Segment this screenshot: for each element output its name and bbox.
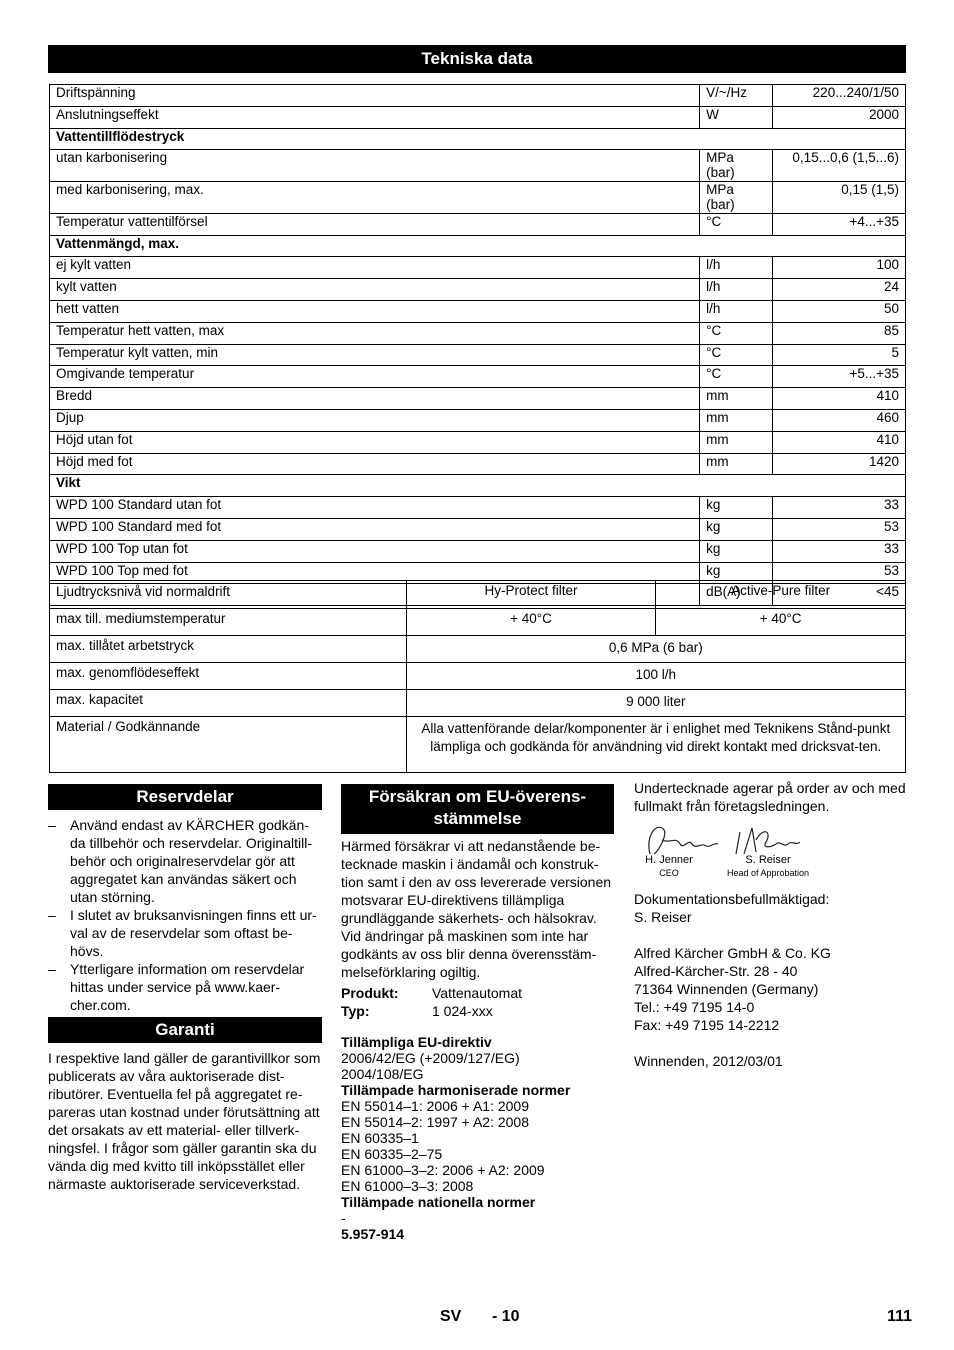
spec-value: 5: [773, 344, 906, 366]
table-header-row: [50, 581, 906, 609]
section-label: Vattenmängd, max.: [50, 235, 906, 257]
table-section-header: [50, 235, 906, 257]
spec-unit: MPa (bar): [700, 182, 773, 214]
spec-unit: kg: [700, 518, 773, 540]
table-section-header: [50, 128, 906, 150]
spec-label: WPD 100 Standard med fot: [50, 518, 700, 540]
signature-intro: Undertecknade agerar på order av och med fullmakt från företagsledningen.: [634, 780, 906, 814]
table-row: [50, 257, 906, 279]
spec-unit: mm: [700, 409, 773, 431]
garanti-text: I respektive land gäller de garantivillkor som publicerats av våra auktoriserade dist-ributörer. Eventuella fel på aggregatet re-pareras utan kostnad under förutsättning att det orsakats av ett material- eller tillverk-ningsfel. I frågor som gäller garantin ska du vända dig med kvitto till inköpsstället eller närmaste auktoriserade serviceverkstad.: [48, 1050, 321, 1192]
table-row: [50, 453, 906, 475]
eu-directives: Tillämpliga EU-direktiv 2006/42/EG (+2009/127/EG) 2004/108/EG Tillämpade harmoniserade normer EN 55014–1: 2006 + A1: 2009 EN 55014–2: 1997 + A2: 2008 EN 60335–1 EN 60335–2–75 EN 61000–3–2: 2006 + A2: 2009 EN 61000–3–3: 2008 Tillämpade nationella normer - 5.957-914: [341, 1034, 571, 1242]
spec-table: [49, 84, 906, 606]
spec-value: 220...240/1/50: [773, 85, 906, 107]
spec-unit: mm: [700, 453, 773, 475]
filter-label: max. kapacitet: [50, 690, 407, 717]
table-row: [50, 322, 906, 344]
spec-unit: kg: [700, 497, 773, 519]
filter-value: + 40°C: [656, 609, 906, 636]
spec-unit: °C: [700, 344, 773, 366]
filter-label: Material / Godkännande: [50, 717, 407, 773]
company-info: Dokumentationsbefullmäktigad: S. Reiser Alfred Kärcher GmbH & Co. KG Alfred-Kärcher-Str. 28 - 40 71364 Winnenden (Germany) Tel.: +49 7195 14-0 Fax: +49 7195 14-2212 Winnenden, 2012/03/01: [634, 891, 831, 1069]
spec-value: 53: [773, 562, 906, 584]
filter-label: max. genomflödeseffekt: [50, 663, 407, 690]
spec-value: 33: [773, 540, 906, 562]
spec-label: Höjd utan fot: [50, 431, 700, 453]
spec-value: +4...+35: [773, 213, 906, 235]
spec-label: Omgivande temperatur: [50, 366, 700, 388]
filter-value: Alla vattenförande delar/komponenter är i enlighet med Teknikens Stånd-punkt lämpliga och godkända för användning vid direkt kontakt med dricksvat-ten.: [406, 717, 905, 773]
table-row: [50, 518, 906, 540]
spec-label: Driftspänning: [50, 85, 700, 107]
table-row: [50, 431, 906, 453]
reservdelar-list: [48, 816, 322, 1014]
spec-unit: °C: [700, 213, 773, 235]
spec-label: Djup: [50, 409, 700, 431]
table-row: [50, 636, 906, 663]
table-row: [50, 409, 906, 431]
table-row: [50, 497, 906, 519]
page-title: Tekniska data: [48, 45, 906, 73]
spec-label: hett vatten: [50, 300, 700, 322]
spec-unit: l/h: [700, 279, 773, 301]
table-row: [50, 388, 906, 410]
list-item: – Ytterligare information om reservdelar hittas under service på www.kaer-cher.com.: [48, 961, 305, 1013]
spec-label: utan karbonisering: [50, 150, 700, 182]
spec-label: Temperatur kylt vatten, min: [50, 344, 700, 366]
table-row: [50, 279, 906, 301]
spec-value: 33: [773, 497, 906, 519]
section-label: Vattentillflödestryck: [50, 128, 906, 150]
reservdelar-heading: Reservdelar: [48, 784, 322, 810]
table-row: [50, 540, 906, 562]
spec-label: Anslutningseffekt: [50, 106, 700, 128]
spec-label: med karbonisering, max.: [50, 182, 700, 214]
spec-label: Bredd: [50, 388, 700, 410]
filter-header-cell: Hy-Protect filter: [406, 581, 656, 609]
table-row: [50, 182, 906, 214]
footer-page-number: 111: [887, 1308, 912, 1325]
spec-label: ej kylt vatten: [50, 257, 700, 279]
filter-label: max till. mediumstemperatur: [50, 609, 407, 636]
section-label: Vikt: [50, 475, 906, 497]
table-row: [50, 366, 906, 388]
filter-value: 9 000 liter: [406, 690, 905, 717]
spec-value: 50: [773, 300, 906, 322]
spec-label: WPD 100 Top utan fot: [50, 540, 700, 562]
eu-declaration-text: Härmed försäkrar vi att nedanstående be-tecknade maskin i ändamål och konstruk-tion samt i den av oss levererade versionen motsvarar EU-direktivens tillämpliga grundläggande säkerhets- och hälsokrav. Vid ändringar på maskinen som inte har godkänts av oss blir denna överensstäm-melseförklaring ogiltig.: [341, 838, 612, 980]
spec-label: Ljudtrycksnivå vid normaldrift: [50, 584, 700, 606]
spec-value: 2000: [773, 106, 906, 128]
filter-value: 0,6 MPa (6 bar): [406, 636, 905, 663]
table-row: [50, 609, 906, 636]
table-row: [50, 300, 906, 322]
filter-header-cell: Active-Pure filter: [656, 581, 906, 609]
spec-unit: kg: [700, 540, 773, 562]
spec-value: 0,15...0,6 (1,5...6): [773, 150, 906, 182]
spec-unit: °C: [700, 366, 773, 388]
spec-label: WPD 100 Top med fot: [50, 562, 700, 584]
spec-value: +5...+35: [773, 366, 906, 388]
spec-unit: W: [700, 106, 773, 128]
spec-unit: °C: [700, 322, 773, 344]
spec-value: 53: [773, 518, 906, 540]
spec-label: kylt vatten: [50, 279, 700, 301]
list-item: – I slutet av bruksanvisningen finns ett ur-val av de reservdelar som oftast be-hövs.: [48, 907, 317, 959]
table-row: [50, 213, 906, 235]
table-row: [50, 690, 906, 717]
spec-unit: mm: [700, 431, 773, 453]
spec-value: 24: [773, 279, 906, 301]
footer-language: SV: [440, 1308, 462, 1325]
footer-local-page: - 10: [492, 1308, 520, 1325]
spec-value: 1420: [773, 453, 906, 475]
filter-header-cell: [50, 581, 407, 609]
spec-unit: kg: [700, 562, 773, 584]
spec-unit: MPa (bar): [700, 150, 773, 182]
filter-label: max. tillåtet arbetstryck: [50, 636, 407, 663]
spec-value: 410: [773, 388, 906, 410]
filter-table: [49, 580, 906, 773]
spec-value: 460: [773, 409, 906, 431]
spec-unit: V/~/Hz: [700, 85, 773, 107]
table-row: [50, 106, 906, 128]
table-row: [50, 663, 906, 690]
spec-label: Temperatur vattentilförsel: [50, 213, 700, 235]
spec-value: 100: [773, 257, 906, 279]
list-item: – Använd endast av KÄRCHER godkän-da tillbehör och reservdelar. Originaltill-behör och originalreservdelar gör att aggregatet kan användas säkert och utan störning.: [48, 817, 312, 905]
signature-jenner-name: H. Jenner CEO: [645, 854, 693, 878]
spec-value: 0,15 (1,5): [773, 182, 906, 214]
spec-unit: dB(A): [700, 584, 773, 606]
table-row: [50, 344, 906, 366]
table-row: [50, 150, 906, 182]
eu-declaration-heading: Försäkran om EU-överens- stämmelse: [341, 784, 614, 834]
table-section-header: [50, 475, 906, 497]
filter-value: + 40°C: [406, 609, 656, 636]
spec-value: <45: [773, 584, 906, 606]
spec-label: WPD 100 Standard utan fot: [50, 497, 700, 519]
filter-value: 100 l/h: [406, 663, 905, 690]
garanti-heading: Garanti: [48, 1017, 322, 1043]
spec-unit: mm: [700, 388, 773, 410]
product-info: Produkt: Vattenautomat Typ: 1 024-xxx: [341, 985, 523, 1019]
table-row: [50, 85, 906, 107]
spec-value: 410: [773, 431, 906, 453]
spec-label: Temperatur hett vatten, max: [50, 322, 700, 344]
spec-unit: l/h: [700, 300, 773, 322]
signature-reiser-name: S. Reiser Head of Approbation: [726, 854, 810, 878]
spec-label: Höjd med fot: [50, 453, 700, 475]
table-row: [50, 717, 906, 773]
spec-value: 85: [773, 322, 906, 344]
spec-unit: l/h: [700, 257, 773, 279]
